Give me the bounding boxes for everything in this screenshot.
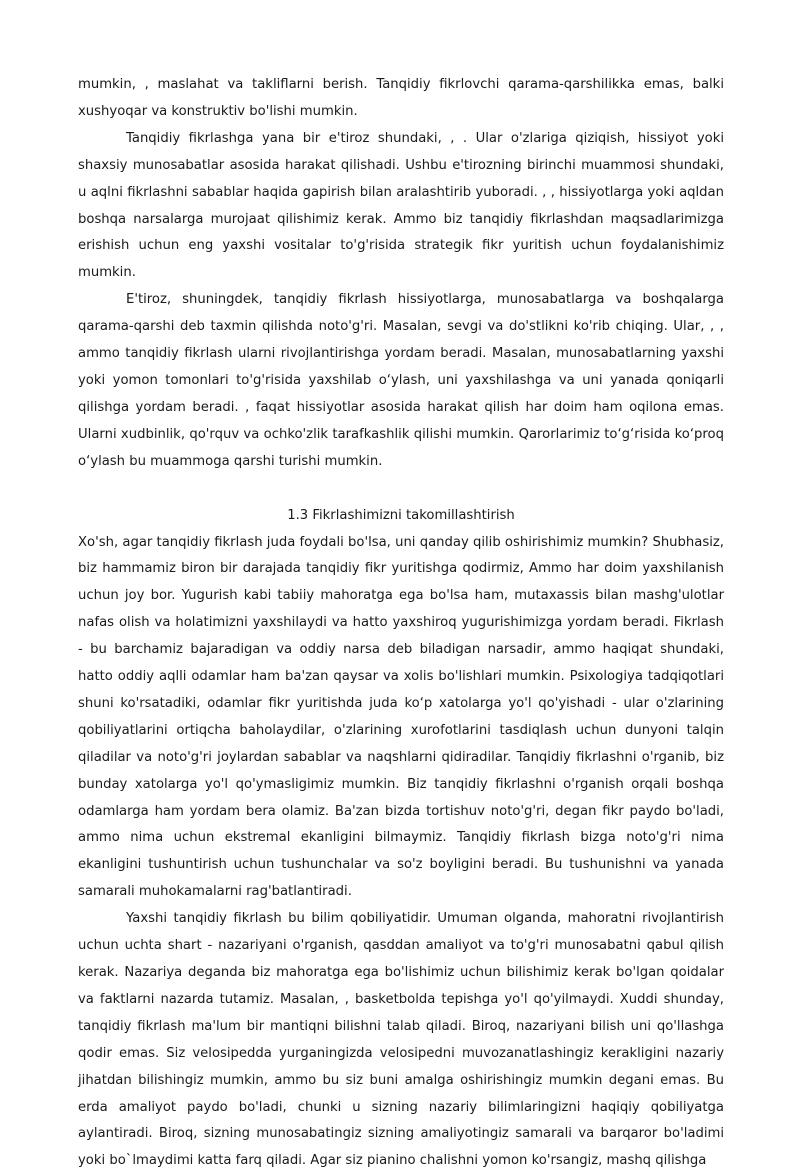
section-gap (78, 476, 724, 503)
paragraph-improve-thinking: Xo'sh, agar tanqidiy fikrlash juda foydali bo'lsa, uni qanday qilib oshirishimiz mumkin? Shubhasiz, biz hammamiz biron bir darajada tanqidiy fikr yuritishga qodirmiz, Ammo har doim yaxshilanish uchun joy bor. Yugurish kabi tabiiy mahoratga ega bo'lsa ham, mutaxassis bilan mashg'ulotlar nafas olish va holatimizni yaxshilaydi va hatto yaxshiroq yugurishimizga yordam beradi. Fikrlash - bu barchamiz bajaradigan va oddiy narsa deb biladigan narsadir, ammo haqiqat shundaki, hatto oddiy aqlli odamlar ham ba'zan qaysar va xolis bo'lishlari mumkin. Psixologiya tadqiqotlari shuni ko'rsatadiki, odamlar fikr yuritishda juda ko‘p xatolarga yo'l qo'yishadi - ular o'zlarining qobiliyatlarini ortiqcha baholaydilar, o'zlarining xurofotlarini tasdiqlash uchun dunyoni talqin qiladilar va noto'g'ri joylardan sabablar va naqshlarni qidiradilar. Tanqidiy fikrlashni o'rganib, biz bunday xatolarga yo'l qo'ymasligimiz mumkin. Biz tanqidiy fikrlashni o'rganish orqali boshqa odamlarga ham yordam bera olamiz. Ba'zan bizda tortishuv noto'g'ri, degan fikr paydo bo'ladi, ammo nima uchun ekstremal ekanligini bilmaymiz. Tanqidiy fikrlash bizga noto'g'ri nima ekanligini tushuntirish uchun tushunchalar va so'z boyligini beradi. Bu tushunishni va yanada samarali muhokamalarni rag'batlantiradi. (78, 534, 724, 900)
paragraph-skill: Yaxshi tanqidiy fikrlash bu bilim qobiliyatidir. Umuman olganda, mahoratni rivojlantirish uchun uchta shart - nazariyani o'rganish, qasddan amaliyot va to'g'ri munosabatni qabul qilish kerak. Nazariya deganda biz mahoratga ega bo'lishimiz uchun bilishimiz kerak bo'lgan qoidalar va faktlarni nazarda tutamiz. Masalan, , basketbolda tepishga yo'l qo'yilmaydi. Xuddi shunday, tanqidiy fikrlash ma'lum bir mantiqni bilishni talab qiladi. Biroq, nazariyani bilish uni qo'llashga qodir emas. Siz velosipedda yurganingizda velosipedni muvozanatlashingiz kerakligini nazariy jihatdan bilishingiz mumkin, ammo bu siz buni amalga oshirishingiz mumkin degani emas. Bu erda amaliyot paydo bo'ladi, chunki u sizning nazariy bilimlaringizni haqiqiy qobiliyatga aylantiradi. Biroq, sizning munosabatingiz sizning amaliyotingiz samarali va barqaror bo'ladimi yoki bo`lmaydimi katta farq qiladi. Agar siz pianino chalishni yomon ko'rsangiz, mashq qilishga (78, 911, 724, 1169)
paragraph-continuation: mumkin, , maslahat va takliflarni berish. Tanqidiy fikrlovchi qarama-qarshilikka emas, balki xushyoqar va konstruktiv bo'lishi mumkin. (78, 77, 724, 119)
paragraph-objection: Tanqidiy fikrlashga yana bir e'tiroz shundaki, , . Ular o'zlariga qiziqish, hissiyot yoki shaxsiy munosabatlar asosida harakat qilishadi. Ushbu e'tirozning birinchi muammosi shundaki, u aqlni fikrlashni sabablar haqida gapirish bilan aralashtirib yuboradi. , , hissiyotlarga yoki aqldan boshqa narsalarga murojaat qilishimiz kerak. Ammo biz tanqidiy fikrlashdan maqsadlarimizga erishish uchun eng yaxshi vositalar to'g'risida strategik fikr yuritish uchun foydalanishimiz mumkin. (78, 130, 724, 281)
section-heading: 1.3 Fikrlashimizni takomillashtirish (287, 507, 515, 523)
paragraph-emotions: E'tiroz, shuningdek, tanqidiy fikrlash hissiyotlarga, munosabatlarga va boshqalarga qarama-qarshi deb taxmin qilishda noto'g'ri. Masalan, sevgi va do'stlikni ko'rib chiqing. Ular, , , ammo tanqidiy fikrlash ularni rivojlantirishga yordam beradi. Masalan, munosabatlarning yaxshi yoki yomon tomonlari to'g'risida yaxshilab o‘ylash, uni yaxshilashga va uni yanada qoniqarli qilishga yordam beradi. , faqat hissiyotlar asosida harakat qilish har doim ham oqilona emas. Ularni xudbinlik, qo'rquv va ochko'zlik tarafkashlik qilishi mumkin. Qarorlarimiz to‘g‘risida ko‘proq o‘ylash bu muammoga qarshi turishi mumkin. (78, 292, 724, 469)
